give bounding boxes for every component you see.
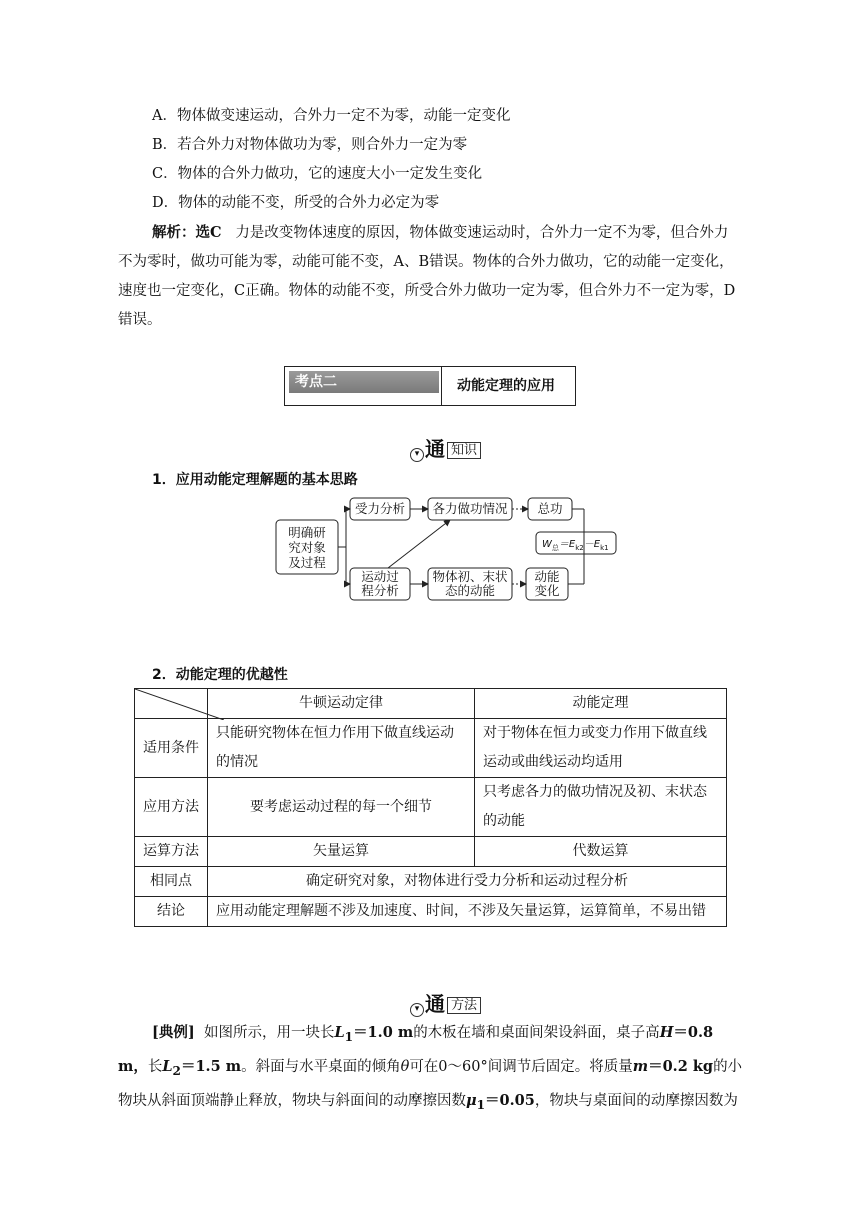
diagonal-line <box>135 689 224 720</box>
section-divider <box>441 367 442 405</box>
table-row <box>135 719 727 778</box>
var-l1-sub: 1 <box>344 1029 354 1044</box>
row-label: 运算方法 <box>135 837 208 867</box>
table-row <box>135 837 727 867</box>
example-text-7: ，物块与桌面间的动摩擦因数为 <box>534 1092 738 1109</box>
table-row <box>135 867 727 897</box>
comparison-table <box>134 688 727 927</box>
flow-state-line2: 态的动能 <box>444 583 496 598</box>
heading-advantages: 2．动能定理的优越性 <box>152 667 288 683</box>
row-label: 应用方法 <box>135 778 208 837</box>
badge-knowledge-small: 知识 <box>447 442 481 459</box>
flow-force-label: 受力分析 <box>354 501 406 516</box>
cell-newton: 矢量运算 <box>208 837 475 867</box>
var-l2-sub: 2 <box>172 1063 181 1078</box>
example-text-6: 的小物块从斜面顶端静止释放，物块与斜面间的动摩擦因数 <box>118 1058 743 1109</box>
section-header <box>284 366 576 406</box>
method-badge <box>410 988 481 1017</box>
flow-total-label: 总功 <box>537 501 563 516</box>
var-m: m <box>632 1057 649 1075</box>
var-l2: L <box>162 1057 173 1075</box>
flow-change-line2: 变化 <box>534 583 560 598</box>
example-text-3: 长 <box>147 1058 163 1075</box>
heading-basic-approach: 1．应用动能定理解题的基本思路 <box>152 472 358 488</box>
flow-change-line1: 动能 <box>534 569 560 584</box>
badge-knowledge-big: 通 <box>425 437 445 461</box>
var-mu-sub: 1 <box>476 1097 486 1112</box>
cell-newton: 只能研究物体在恒力作用下做直线运动的情况 <box>208 719 475 778</box>
table-row <box>135 897 727 927</box>
example-text-5: 可在0～60°间调节后固定。将质量 <box>409 1058 633 1075</box>
example-text-2: 的木板在墙和桌面间架设斜面，桌子高 <box>413 1025 660 1041</box>
analysis-text: 力是改变物体速度的原因，物体做变速运动时，合外力一定不为零，但合外力不为零时，做功可能为零，动能可能不变，A、B错误。物体的合外力做功，它的动能一定变化，速度也一定变化，C正确。物体的动能不变，所受合外力做功一定为零，但合外力不一定为零，D错误。 <box>118 225 736 328</box>
val-l1: ＝1.0 m <box>353 1024 414 1041</box>
cell-merged: 确定研究对象，对物体进行受力分析和运动过程分析 <box>208 867 727 897</box>
table-header-newton: 牛顿运动定律 <box>208 689 475 719</box>
flow-start-line1: 明确研 <box>288 525 326 540</box>
example-text-4: 。斜面与水平桌面的倾角 <box>241 1058 401 1075</box>
flow-state-line1: 物体初、末状 <box>432 569 508 584</box>
target-icon: ▾ <box>410 448 424 462</box>
option-d: D．物体的动能不变，所受的合外力必定为零 <box>152 195 440 211</box>
row-label: 结论 <box>135 897 208 927</box>
table-header-row <box>135 689 727 719</box>
analysis-paragraph <box>118 218 738 335</box>
badge-method-big: 通 <box>425 992 445 1016</box>
option-c: C．物体的合外力做功，它的速度大小一定发生变化 <box>152 166 483 182</box>
option-a: A．物体做变速运动，合外力一定不为零，动能一定变化 <box>152 108 511 124</box>
cell-merged: 应用动能定理解题不涉及加速度、时间，不涉及矢量运算，运算简单，不易出错 <box>208 897 727 927</box>
flow-motion-line2: 程分析 <box>361 583 399 598</box>
example-label: [典例] <box>152 1024 195 1041</box>
cell-energy: 只考虑各力的做功情况及初、末状态的动能 <box>475 778 727 837</box>
var-mu: μ <box>466 1091 477 1109</box>
badge-method-small: 方法 <box>447 997 481 1014</box>
flow-start-line3: 及过程 <box>288 555 326 570</box>
target-icon: ▾ <box>410 1003 424 1017</box>
section-title: 动能定理的应用 <box>457 378 555 394</box>
var-h: H <box>659 1024 674 1041</box>
flow-diagram <box>270 492 630 604</box>
cell-energy: 对于物体在恒力或变力作用下做直线运动或曲线运动均适用 <box>475 719 727 778</box>
section-tag: 考点二 <box>289 371 439 393</box>
val-h: ＝0.8 m， <box>118 1024 714 1075</box>
flow-motion-line1: 运动过 <box>361 569 399 584</box>
table-corner-cell <box>135 689 208 719</box>
flow-work-label: 各力做功情况 <box>432 501 508 516</box>
flow-formula: $W_总=E_{k2}-E_{k1}$ <box>542 539 609 552</box>
option-b: B．若合外力对物体做功为零，则合外力一定为零 <box>152 137 468 153</box>
example-text-1: 如图所示，用一块长 <box>203 1025 335 1041</box>
row-label: 相同点 <box>135 867 208 897</box>
table-header-energy: 动能定理 <box>475 689 727 719</box>
knowledge-badge <box>410 433 481 462</box>
example-paragraph <box>118 1018 744 1120</box>
table-row <box>135 778 727 837</box>
var-theta: θ <box>400 1058 410 1075</box>
cell-newton: 要考虑运动过程的每一个细节 <box>208 778 475 837</box>
val-l2: ＝1.5 m <box>180 1057 242 1075</box>
row-label: 适用条件 <box>135 719 208 778</box>
cell-energy: 代数运算 <box>475 837 727 867</box>
flow-start-line2: 究对象 <box>288 540 326 555</box>
var-l1: L <box>334 1024 345 1041</box>
val-mu: ＝0.05 <box>485 1091 535 1109</box>
analysis-answer: 选C <box>195 224 222 241</box>
analysis-label: 解析： <box>152 224 196 241</box>
val-m: ＝0.2 kg <box>648 1057 714 1075</box>
